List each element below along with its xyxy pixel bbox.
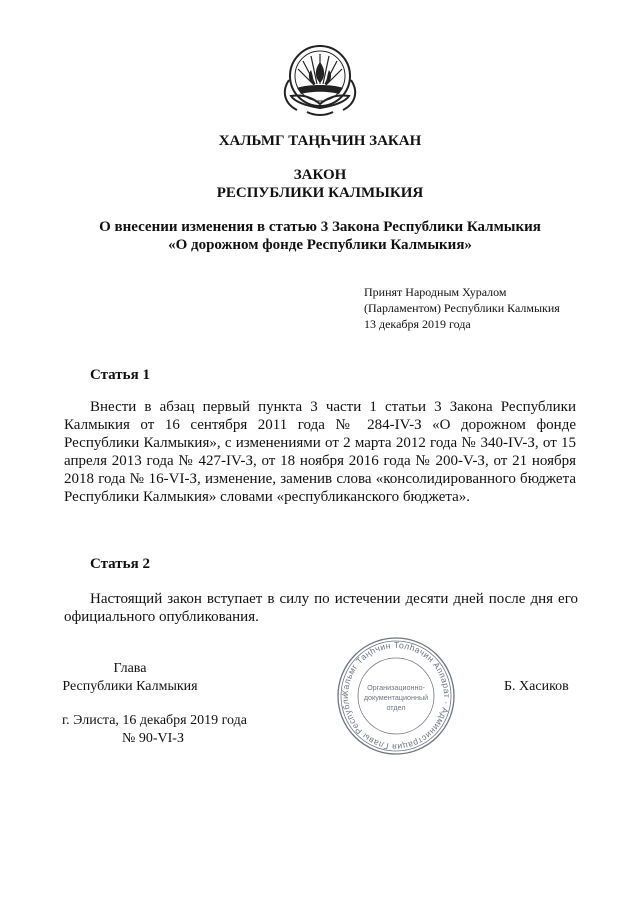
adoption-block xyxy=(364,284,604,332)
adoption-line2: (Парламентом) Республики Калмыкия xyxy=(364,301,560,315)
emblem xyxy=(267,36,373,120)
law-title-line2: РЕСПУБЛИКИ КАЛМЫКИЯ xyxy=(216,185,424,201)
coat-of-arms-icon xyxy=(267,36,373,120)
adoption-line3: 13 декабря 2019 года xyxy=(364,317,471,331)
place-date: г. Элиста, 16 декабря 2019 года xyxy=(62,713,247,728)
subject-line2: «О дорожном фонде Республики Калмыкия» xyxy=(168,237,472,253)
signatory-title-line2: Республики Калмыкия xyxy=(62,679,198,694)
law-title-line1: ЗАКОН xyxy=(293,167,347,183)
stamp-inner-line3: отдел xyxy=(386,703,406,712)
stamp-seal-icon xyxy=(334,634,458,758)
kalmyk-law-title: ХАЛЬМГ ТАҢҺЧИН ЗАКАН xyxy=(218,133,422,149)
stamp-outer-text: Хальмг Таңһчин Толһачин Аппарат · Администрация Главы Республи xyxy=(339,639,453,753)
stamp-inner-line2: документационный xyxy=(363,693,429,702)
law-number: № 90-VI-З xyxy=(122,731,184,746)
stamp-inner-line1: Организационно- xyxy=(367,683,425,692)
official-stamp xyxy=(334,634,458,758)
article2-text: Настоящий закон вступает в силу по истечении десяти дней после дня его официального опубликования. xyxy=(64,591,578,625)
adoption-line1: Принят Народным Хуралом xyxy=(364,285,507,299)
signatory-name: Б. Хасиков xyxy=(504,679,569,694)
article1-text: Внести в абзац первый пункта 3 части 1 статьи 3 Закона Республики Калмыкия от 16 сентября 2011 года № 284-IV-З «О дорожном фонде Республики Калмыкия», с изменениями от 2 марта 2012 года № 340-IV-З, от 15 апреля 2013 года № 427-IV-З, от 18 ноября 2016 года № 200-V-З, от 21 ноября 2018 года № 16-VI-З, изменение, заменив слова «консолидированного бюджета Республики Калмыкия» словами «республиканского бюджета». xyxy=(64,399,576,505)
subject-line1: О внесении изменения в статью 3 Закона Республики Калмыкия xyxy=(99,219,541,235)
article2-heading: Статья 2 xyxy=(90,556,150,572)
signatory-title-line1: Глава xyxy=(113,661,147,676)
article1-heading: Статья 1 xyxy=(90,367,150,383)
